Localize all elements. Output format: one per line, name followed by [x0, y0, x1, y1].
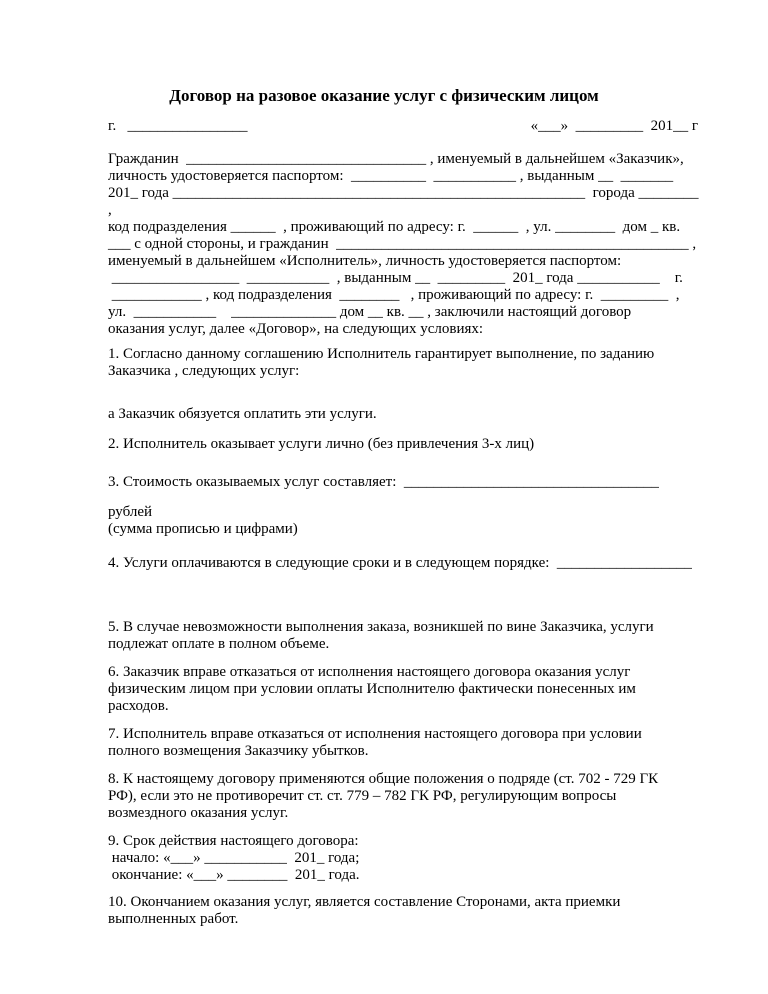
preamble-line: Гражданин ________________________________ , именуемый в дальнейшем «Заказчик», [108, 151, 684, 167]
date-field: «___» _________ 201__ г [530, 118, 698, 134]
preamble-line: 201_ года _______________________________________________________ города ________ [108, 185, 699, 201]
city-field: г. ________________ [108, 118, 248, 134]
clause-8: возмездного оказания услуг. [108, 805, 289, 821]
preamble-line: , [108, 202, 112, 218]
clause-1: Заказчика , следующих услуг: [108, 363, 300, 379]
clause-3: 3. Стоимость оказываемых услуг составляет: __________________________________ [108, 474, 659, 490]
preamble-line: ___ с одной стороны, и гражданин _______________________________________________ , [108, 236, 697, 252]
clause-6: расходов. [108, 698, 169, 714]
clause-7: 7. Исполнитель вправе отказаться от исполнения настоящего договора при условии [108, 726, 642, 742]
clause-3-note: (сумма прописью и цифрами) [108, 521, 298, 537]
clause-10: выполненных работ. [108, 911, 239, 927]
clause-8: 8. К настоящему договору применяются общие положения о подряде (ст. 702 - 729 ГК [108, 771, 659, 787]
preamble-line: личность удостоверяется паспортом: __________ ___________ , выданным __ _______ [108, 168, 674, 184]
preamble-line: код подразделения ______ , проживающий по адресу: г. ______ , ул. ________ дом _ кв. [108, 219, 681, 235]
document-title: Договор на разовое оказание услуг с физическим лицом [169, 86, 599, 105]
clause-1: 1. Согласно данному соглашению Исполнитель гарантирует выполнение, по заданию [108, 346, 655, 362]
clause-7: полного возмещения Заказчику убытков. [108, 743, 369, 759]
preamble-line: ____________ , код подразделения ________ , проживающий по адресу: г. _________ , [108, 287, 680, 303]
clause-10: 10. Окончанием оказания услуг, является составление Сторонами, акта приемки [108, 894, 621, 910]
preamble-line: _________________ ___________ , выданным __ _________ 201_ года ___________ г. [108, 270, 683, 286]
clause-2: 2. Исполнитель оказывает услуги лично (без привлечения 3-х лиц) [108, 436, 535, 452]
clause-9: 9. Срок действия настоящего договора: [108, 833, 359, 849]
clause-9-end: окончание: «___» ________ 201_ года. [108, 867, 360, 883]
preamble-line: ул. ___________ ______________ дом __ кв. __ , заключили настоящий договор [108, 304, 632, 320]
clause-5: 5. В случае невозможности выполнения заказа, возникшей по вине Заказчика, услуги [108, 619, 654, 635]
clause-9-start: начало: «___» ___________ 201_ года; [108, 850, 360, 866]
clause-6: физическим лицом при условии оплаты Исполнителю фактически понесенных им [108, 681, 636, 697]
preamble-line: именуемый в дальнейшем «Исполнитель», личность удостоверяется паспортом: [108, 253, 622, 269]
clause-1-payment: а Заказчик обязуется оплатить эти услуги. [108, 406, 377, 422]
clause-4: 4. Услуги оплачиваются в следующие сроки и в следующем порядке: __________________ [108, 555, 692, 571]
clause-3-currency: рублей [108, 504, 153, 520]
clause-6: 6. Заказчик вправе отказаться от исполнения настоящего договора оказания услуг [108, 664, 631, 680]
clause-5: подлежат оплате в полном объеме. [108, 636, 330, 652]
clause-8: РФ), если это не противоречит ст. ст. 779 – 782 ГК РФ, регулирующим вопросы [108, 788, 617, 804]
preamble-line: оказания услуг, далее «Договор», на следующих условиях: [108, 321, 484, 337]
